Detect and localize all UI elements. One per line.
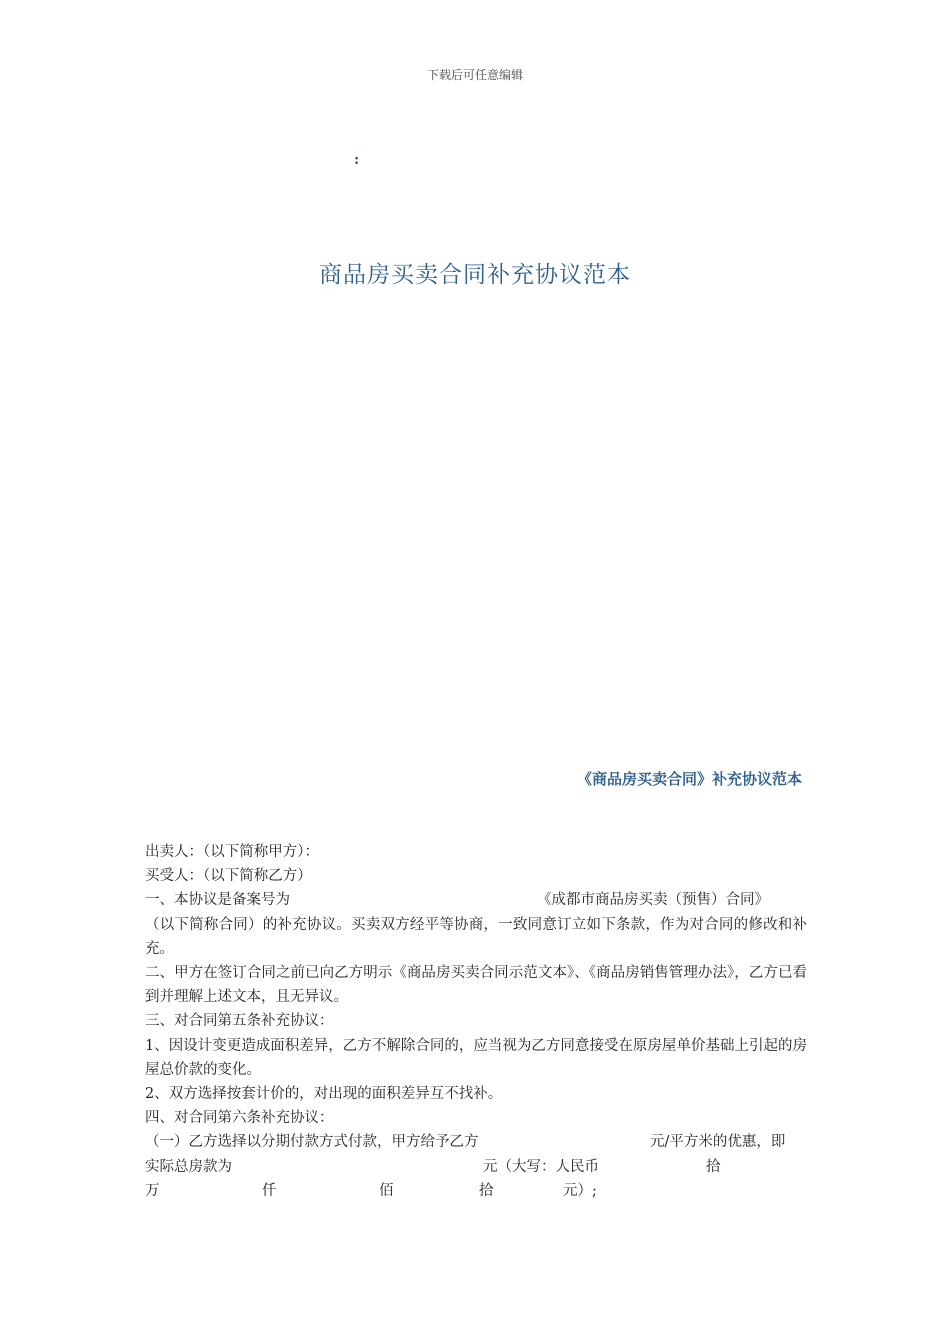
agreement-body [145, 840, 807, 1203]
buyer-line: 买受人：（以下简称乙方） [145, 868, 312, 885]
clause3-heading: 三、对合同第五条补充协议： [145, 1013, 334, 1030]
clause4-unit-shi-2: 拾 [479, 1182, 494, 1199]
clause4-unit-qian: 仟 [262, 1182, 277, 1199]
clause4-discount-unit: 元/平方米的优惠，即 [650, 1134, 786, 1151]
clause4-discount-text: （一）乙方选择以分期付款方式付款，甲方给予乙方 [145, 1134, 479, 1151]
clause1-first-line [145, 888, 807, 912]
clause4-unit-bai: 佰 [379, 1182, 394, 1199]
clause4-unit-shi-1: 拾 [706, 1158, 721, 1175]
clause4-total-amount-words: 元（大写：人民币 [483, 1158, 599, 1175]
clause3-item1: 1、因设计变更造成面积差异，乙方不解除合同的，应当视为乙方同意接受在原房屋单价基础上引起的房屋总价款的变化。 [145, 1037, 807, 1078]
clause1-rest: （以下简称合同）的补充协议。买卖双方经平等协商，一致同意订立如下条款，作为对合同的修改和补充。 [145, 916, 807, 957]
clause4-total-label: 实际总房款为 [145, 1158, 232, 1175]
clause1-intro: 一、本协议是备案号为 [145, 892, 290, 909]
clause4-line2 [145, 1155, 807, 1179]
header-note: 下载后可任意编辑 [426, 68, 523, 82]
clause3-item2: 2、双方选择按套计价的，对出现的面积差异互不找补。 [145, 1085, 503, 1102]
clause2: 二、甲方在签订合同之前已向乙方明示《商品房买卖合同示范文本》、《商品房销售管理办法》，乙方已看到并理解上述文本，且无异议。 [145, 964, 807, 1006]
clause4-unit-yuan: 元）; [563, 1182, 597, 1199]
clause1-contract-name: 《成都市商品房买卖（预售）合同》 [537, 892, 769, 909]
colon-mark: : [354, 152, 360, 168]
clause4-line1 [145, 1130, 807, 1154]
seller-line: 出卖人：（以下简称甲方）： [145, 844, 319, 860]
clause4-line3 [145, 1179, 807, 1203]
clause4-unit-wan: 万 [145, 1182, 160, 1199]
clause4-heading: 四、对合同第六条补充协议： [145, 1110, 334, 1127]
cover-title: 商品房买卖合同补充协议范本 [319, 262, 631, 288]
sub-title: 《商品房买卖合同》补充协议范本 [576, 770, 802, 788]
